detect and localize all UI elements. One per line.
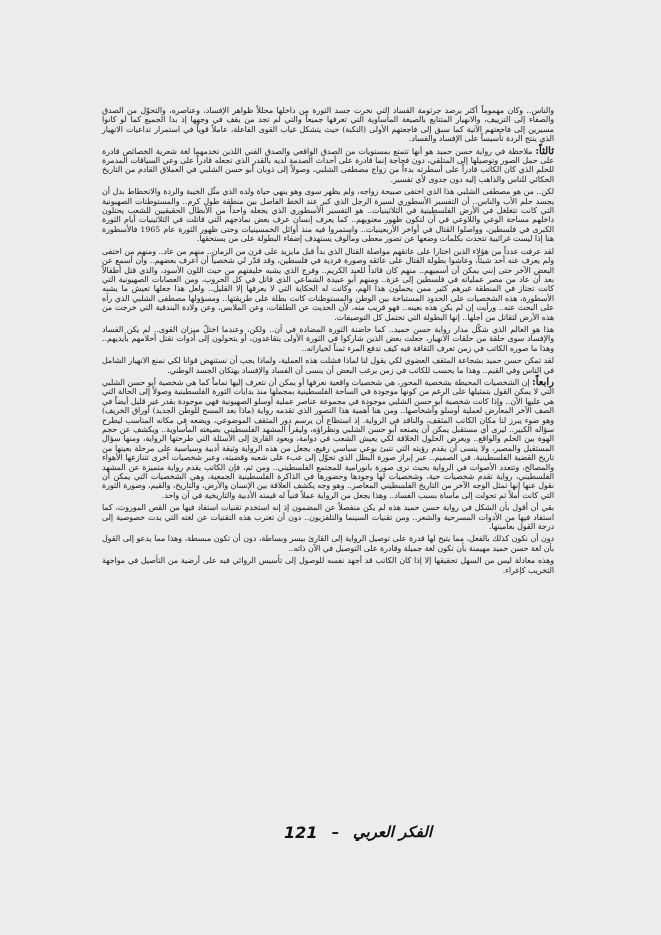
paragraph-text: وهذه معادلة ليس من السهل تحقيقها إلا إذا كان الكاتب قد أجهد نفسه للوصول إلى تأسيس الروائي فيه على أرضية من التأصيل في مواجهة التخريب كإغراء. bbox=[102, 556, 554, 575]
paragraph-2 bbox=[102, 147, 554, 185]
paragraph-6 bbox=[102, 356, 554, 375]
paragraph-9 bbox=[102, 534, 554, 553]
paragraph-text: إن الشخصيات المحيطة بشخصية المحور، هي شخصيات واقعية نعرفها أو يمكن أن نتعرف إليها تماماً كما هي شخصية أبو حسن الشلبي التي لا يمكن القول بتمثيلها على الرغم من كونها موجودة في الساحة الفلسطينية بمجملها منذ بدايات الثورة الفلسطينية وصولاً إلى الحالة التي هي عليها الآن.. وإذا كانت شخصية أبو حسن الشلبي موجودة في مجموعة عناصر عملية أوسلو الصهيونية فهي موجودة بقدر غير قليل أيضاً في الصف الآخر المعارض لعملية أوسلو وأشخاصها.. ومن هنا أهمية هذا التصور الذي تقدمه رواية (ماذا بعد المسح للوطن الجديد) أوراق الخريف) وهو ضوء يبرز لنا مكان الكاتب المثقف، والناقد في الرواية. إذ استطاع أن يرسم دور المثقف الموضوعي، ويضعه في مكانه المناسب ليطرح سؤاله الكبير.. ليرى أي مستقبل يمكن أن يصنعه أبو حسن الشلبي ونظراؤه، وليقرأ المشهد الفلسطيني بصيغته المأساوية.. ويكشف عن حجم الهوة بين الحلم والواقع.. ويعرض الحلول الخلاقة لكي يعيش الشعب في دوامة، ويعود القارئ إلى الأسئلة التي طرحتها الرواية، ومنها سؤال المستقبل والمصير، ولا ينسى أن يقدم رؤيته التي تنبئ بوعي سياسي رفيع، يجعل من هذه الرواية وثيقة أدبية وسياسية على مرحلة بعينها من تاريخ القضية الفلسطينية. في الصميم.. عبر إبراز صورة البطل الذي تحوّل إلى عبء على شعبه وقضيته، وعبر شخصيات أخرى تتنازعها الأهواء والمصالح، وتتعدد الأصوات في الرواية بحيث نرى صورة بانورامية للمجتمع الفلسطيني.. ومن ثم، فإن الكاتب يقدم رواية متميزة عن المشهد الفلسطيني، رواية تقدم شخصيات حية، وشخصيات لها وجودها وحضورها في الذاكرة الفلسطينية الجمعية، وهي الشخصيات التي يمكن أن نقول عنها إنها تمثل الوجه الآخر من التاريخ الفلسطيني المعاصر.. وهو وجه يكشف العلاقة بين الإنسان والأرض، والتاريخ، والقيم، وصورة الثورة التي كانت أملاً ثم تحولت إلى مأساة بسبب الفساد.. وهذا يجعل من الرواية عملاً فنياً له قيمته الأدبية والتاريخية في آن واحد. bbox=[102, 377, 554, 500]
paragraph-text: دون أن نكون كذلك بالفعل، مما يتيح لها قدرة على توصيل الرواية إلى القارئ بيسر وبساطة، دون أن تكون مبسطة، وهذا مما يدعو إلى القول بأن لغة حسن حميد مهيمنة بأن تكون لغة جميلة وقادرة على التوصيل في الآن ذاته.. bbox=[102, 534, 554, 553]
article-body bbox=[102, 106, 554, 578]
paragraph-text: لكن.. من هو مصطفى الشلبي هذا الذي اختفى صبيحة زواجه، ولم يظهر سوى وهو ينهي حياة ولده الذي مثّل الخيبة والردة والانحطاط بدل أن يجسد حلم الأب والناس.. أن التفسير الأسطوري لسيرة الرجل الذي كبر عند الخط الفاصل بين منطقة طول كرم.. والمستوطنات الصهيونية التي كانت تتغلغل في الأرض الفلسطينية في الثلاثينيات.. هو التفسير الأسطوري الذي يجعله واحداً من الأبطال الحقيقيين للشعب يحتلون داخلهم مساحة الوعي واللاوعي في آن لتكون ظهور معنويهم.. كما يعرف إنسان عرف بعض نماذجهم التي قاتلت في الثلاثينيات أيام الثورة الكبرى في فلسطين، وواصلوا القتال في أواخر الأربعينيات.. واستمروا فيه منذ أوائل الخمسينيات وحتى ظهور الثورة عام 1965 فالأسطورة هنا إذا ليست غرائبية تتحدث بكلمات وضعها عن تصور معطى ومألوف يستهدف إضفاء البطولة على من يستحقها. bbox=[102, 187, 555, 244]
magazine-name: الفكر العربي bbox=[352, 823, 432, 841]
section-lead: رابعاً: bbox=[532, 376, 554, 388]
paragraph-10 bbox=[102, 556, 554, 575]
paragraph-7 bbox=[102, 378, 554, 500]
section-lead: ثالثاً: bbox=[535, 145, 554, 157]
paragraph-3 bbox=[102, 187, 554, 243]
paragraph-8 bbox=[102, 503, 554, 531]
paragraph-text: ملاحظة في رواية حسن حميد هو أنها تتمتع بمستويات من الصدق الواقعي والصدق الفني اللذين تخدمهما لغة شعرية الخصائص قادرة على حمل الصور وتوصيلها إلى المتلقي، دون فجاجة إنما قادرة على أحداث الصدمة لديه بالقدر الذي تجعله قادراً على وعي السياقات المدمرة للحلم الذي كان الكاتب قادراً على أسطرته بدءاً من زواج مصطفى الشلبي، وصولاً إلى ذوبان أبو حسن الشلبي في العملاق القادم من التاريخ الحكائي للناس والذاهب إليه دون جدوى لأي تفسير. bbox=[102, 146, 554, 184]
page-footer bbox=[132, 820, 432, 844]
paragraph-1 bbox=[102, 106, 554, 144]
paragraph-text: لقد عرفت عدداً من هؤلاء الذين اختارا على عاتقهم مواصلة القتال الذي بدأ قبل مايزيد على قرن من الزمان.. منهم من عاد.. ومنهم من اختفى ولم يعرف عنه أحد شيئاً، وعاشوا بطولة القتال على عائقه وصورة فردية في فلسطين، وقد قدّر لي شخصياً أن أعرف بعضهم.. وأن أسمع عن البعض الآخر حتى إنني يمكن أن أسميهم.. منهم كان قائداً للعبد الكريم.. وفرج الذي يشبه خليفتهم من حيث اللون الأسود، والذي قتل أطفالاً بعد أن عاد من مصر عملياته في فلسطين إلى غزة.. ومنهم أبو عبيدة الشماعي الذي قاتل في كل الحروب، ومن العصابات الصهيونية التي كانت تجتاز في المنطقة غيرهم كثير ممن يحملون هذا الهم، وكانت له الحكاية التي لا يعرفها إلا القليل.. ولعل هذا جعلها تعيش ما يشبه الأسطورة، هذه الشخصيات على الحدود المستباحة بين الوطن والمستوطنات كانت بطلة على طريقتها.. ومسؤولها مصطفى الشلبي الذي رآه على البحث عنه.. ورأيت إن لم يكن هذه بعينه.. فهو قريب منه، لأن الحديث عن الطلقات، وعن الملابس، وعن ولادة البندقية التي خرجت من هذه الأرض لتقاتل من أجلها.. إنها البطولة التي تحتمل كل التوصيفات. bbox=[102, 246, 554, 322]
paragraph-text: هذا هو العالم الذي شكّل مدار رواية حسن حميد.. كما حاضنة الثورة المضادة في آن.. ولكن، وعندما اختلّ ميزان القوى.. لم يكن الفساد والإفساد سوى حلقة من حلقات الانهيار، جعلت بعض الذين شاركوا في الثورة الأولى يتقاعدون، أو يتحولون إلى أدوات تقتل أحلامهم بأيديهم.. وهذا ما صوره الكاتب في زمن تعرف الثقافة فيه كيف تدفع المرء ثمناً لخياراته.. bbox=[102, 324, 554, 353]
footer-separator: – bbox=[331, 823, 339, 841]
paragraph-5 bbox=[102, 325, 554, 353]
paragraph-text: والناس.. وكان مهموماً أكثر برصد جرثومة الفساد التي نخرت جسد الثورة من داخلها محللاً ظواهر الإفساد، وعناصره، والتحوّل من الصدق والصفاء إلى التزييف، والانهيار المتتابع بالصيغة المأساوية التي تعرفها جميعاً والتي لم تجد من يقف في وجهها إذ بدا الجميع كما لو كانوا مسيرين إلى فاجعتهم الآتية كما سبق إلى فاجعتهم الأولى (النكبة) حيث يتشكل غياب القوى الفاعلة، عاملاً قوياً في استمرار تداعيات الانهيار الذي ينتج الردة تأسيساً على الإفساد والفساد. bbox=[102, 106, 554, 144]
page-number: 121 bbox=[284, 822, 318, 842]
paragraph-text: بقي أن أقول بأن الشكل في رواية حسن حميد هذه لم يكن منفصلاً عن المضمون إذ إنه استخدم تقنيات استفاد فيها من القص الموروث، كما استفاد فيها من الأدوات المسرحية والشعر.. ومن تقنيات السينما والتلفزيون.. دون أن تغترب هذه التقنيات عن لغته التي بدت خصوصية إلى درجة القول بعاميتها. bbox=[102, 503, 554, 532]
paragraph-text: لقد تمكن حسن حميد بشجاعة المثقف العضوي لكي يقول لنا لماذا فشلت هذه العملية، ولماذا يجب أن نستنهض قوانا لكي نمنع الانهيار الشامل في الناس وفي القيم.. وهذا ما يحسب للكاتب في زمن يرغب البعض أن ينسى أن الفساد والإفساد يهتكان الجسد الوطني. bbox=[102, 356, 554, 375]
paragraph-4 bbox=[102, 247, 554, 322]
